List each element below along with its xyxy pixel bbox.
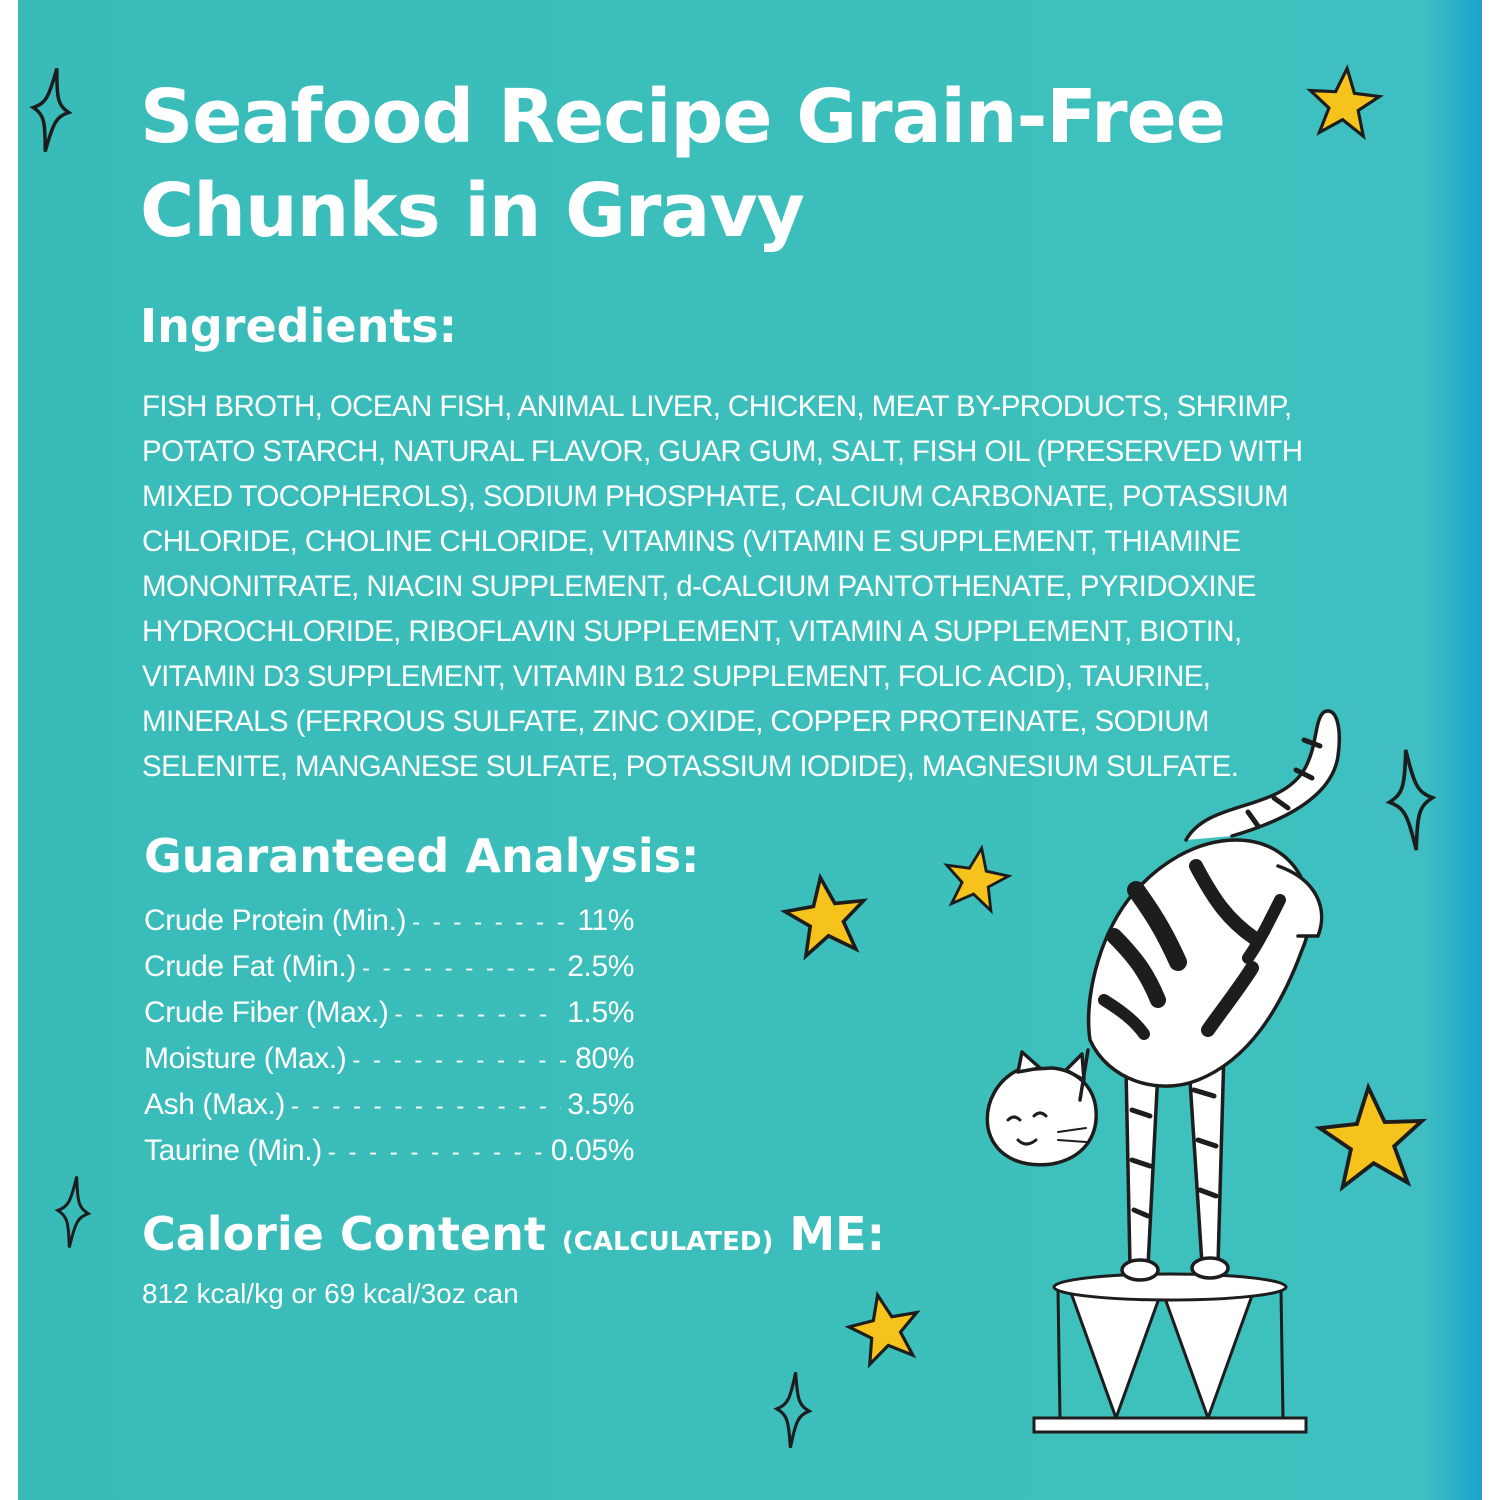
analysis-label: Moisture (Max.) (144, 1042, 347, 1075)
analysis-label: Crude Fat (Min.) (144, 950, 356, 983)
sparkle-icon (27, 66, 74, 154)
sparkle-icon (1384, 748, 1437, 853)
star-icon (1317, 1084, 1426, 1189)
star-icon (1307, 65, 1382, 137)
calorie-text: 812 kcal/kg or 69 kcal/3oz can (142, 1278, 519, 1309)
ingredients-text: FISH BROTH, OCEAN FISH, ANIMAL LIVER, CHICKEN, MEAT BY-PRODUCTS, SHRIMP, POTATO STARCH, NATURAL FLAVOR, GUAR GUM, SALT, FISH OIL (PRESERVED WITH MIXED TOCOPHEROLS), SODIUM PHOSPHATE, CALCIUM CARBONATE, POTASSIUM CHLORIDE, CHOLINE CHLORIDE, VITAMINS (VITAMIN E SUPPLEMENT, THIAMINE MONONITRATE, NIACIN SUPPLEMENT, d-CALCIUM PANTOTHENATE, PYRIDOXINE HYDROCHLORIDE, RIBOFLAVIN SUPPLEMENT, VITAMIN A SUPPLEMENT, BIOTIN, VITAMIN D3 SUPPLEMENT, VITAMIN B12 SUPPLEMENT, FOLIC ACID), TAURINE, MINERALS (FERROUS SULFATE, ZINC OXIDE, COPPER PROTEINATE, SODIUM SELENITE, MANGANESE SULFATE, POTASSIUM IODIDE), MAGNESIUM SULFATE. (142, 390, 1303, 783)
title-line-2: Chunks in Gravy (140, 168, 804, 254)
star-icon (781, 872, 870, 958)
cat-illustration (987, 711, 1339, 1280)
analysis-value: 3.5% (567, 1088, 634, 1121)
calorie-heading-main: Calorie Content (142, 1207, 546, 1261)
star-icon (940, 843, 1012, 913)
star-icon (844, 1288, 926, 1367)
analysis-value: 11% (577, 904, 634, 937)
calorie-heading-small: (CALCULATED) (561, 1227, 774, 1257)
sparkle-icon (774, 1371, 812, 1449)
title-line-1: Seafood Recipe Grain-Free (140, 74, 1225, 160)
analysis-label: Ash (Max.) (144, 1088, 286, 1121)
analysis-value: 1.5% (567, 996, 634, 1029)
sparkle-icon (54, 1175, 92, 1249)
analysis-label: Taurine (Min.) (144, 1134, 322, 1167)
analysis-value: 80% (575, 1042, 634, 1075)
calorie-heading-tail: ME: (789, 1207, 885, 1261)
analysis-value: 0.05% (550, 1134, 634, 1167)
ingredients-heading: Ingredients: (140, 299, 458, 353)
analysis-label: Crude Protein (Min.) (144, 904, 407, 937)
analysis-label: Crude Fiber (Max.) (144, 996, 389, 1029)
analysis-heading: Guaranteed Analysis: (144, 829, 700, 883)
analysis-value: 2.5% (567, 950, 634, 983)
circus-pedestal (1034, 1274, 1306, 1432)
decorations-layer (18, 0, 1482, 1500)
product-info-card (18, 0, 1482, 1500)
